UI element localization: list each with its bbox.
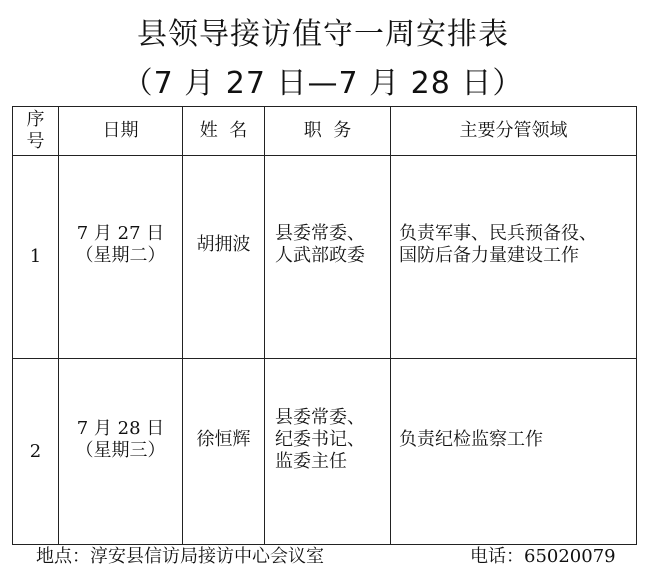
table-row bbox=[13, 156, 637, 359]
row-position bbox=[265, 156, 391, 359]
row-name bbox=[183, 359, 265, 545]
header-no-line2: 号 bbox=[26, 131, 45, 152]
header-no-line1: 序 bbox=[26, 109, 45, 130]
row-area-line: 负责纪检监察工作 bbox=[399, 428, 543, 450]
row-date-day: 7 月 28 日 bbox=[76, 417, 165, 439]
table-row bbox=[13, 359, 637, 545]
row-date bbox=[59, 156, 183, 359]
footer-phone: 电话：65020079 bbox=[470, 546, 616, 567]
row-date-day: 7 月 27 日 bbox=[76, 223, 165, 244]
row-area bbox=[391, 156, 637, 359]
header-name: 姓 名 bbox=[183, 107, 265, 156]
row-area-line: 负责军事、民兵预备役、 bbox=[399, 223, 597, 244]
header-date: 日期 bbox=[59, 107, 183, 156]
header-area: 主要分管领域 bbox=[391, 107, 637, 156]
row-name-text: 胡拥波 bbox=[196, 234, 251, 255]
row-position bbox=[265, 359, 391, 545]
row-name-text: 徐恒辉 bbox=[196, 428, 251, 450]
row-name bbox=[183, 156, 265, 359]
row-number: 2 bbox=[13, 359, 59, 545]
row-date-weekday: （星期二） bbox=[75, 245, 166, 266]
row-number: 1 bbox=[13, 156, 59, 359]
footer-location: 地点：淳安县信访局接访中心会议室 bbox=[36, 546, 324, 567]
header-no bbox=[13, 107, 59, 156]
page-subtitle: （7 月 27 日—7 月 28 日） bbox=[122, 66, 524, 101]
row-position-line: 监委主任 bbox=[275, 450, 347, 472]
table-header-row bbox=[13, 107, 637, 156]
header-position: 职 务 bbox=[265, 107, 391, 156]
row-area bbox=[391, 359, 637, 545]
row-area-line: 国防后备力量建设工作 bbox=[399, 245, 579, 266]
schedule-table bbox=[12, 106, 637, 545]
row-date-weekday: （星期三） bbox=[75, 439, 166, 461]
page-title: 县领导接访值守一周安排表 bbox=[137, 17, 509, 52]
row-position-line: 县委常委、 bbox=[275, 406, 365, 428]
row-position-line: 县委常委、 bbox=[275, 223, 365, 244]
row-date bbox=[59, 359, 183, 545]
row-position-line: 纪委书记、 bbox=[275, 428, 365, 450]
row-position-line: 人武部政委 bbox=[275, 245, 365, 266]
